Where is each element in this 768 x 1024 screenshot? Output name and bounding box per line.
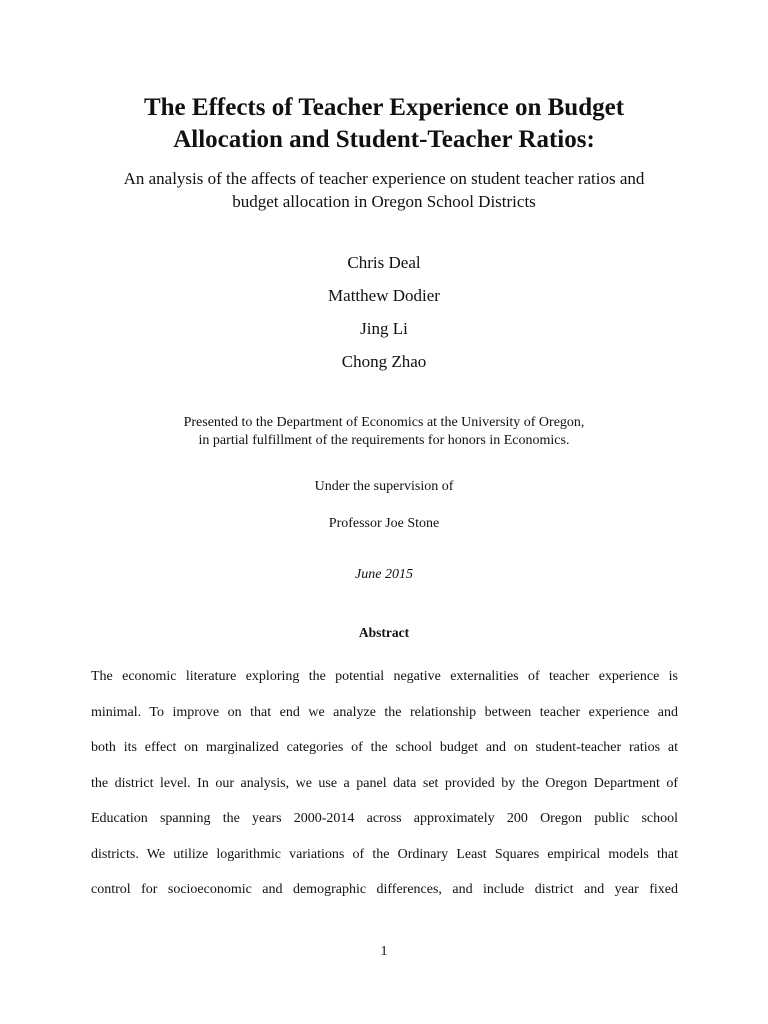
author-name: Chong Zhao — [341, 352, 427, 371]
abstract-line: the district level. In our analysis, we use a panel data set provided by the Oregon Department of — [91, 775, 678, 791]
presentation-line-2: in partial fulfillment of the requirements for honors in Economics. — [198, 433, 570, 448]
author-name: Jing Li — [360, 319, 408, 338]
paper-title-line-1: The Effects of Teacher Experience on Budget — [143, 94, 625, 121]
abstract-body — [91, 667, 678, 916]
author-name: Matthew Dodier — [328, 286, 440, 305]
author-name: Chris Deal — [347, 253, 421, 272]
supervision-block — [0, 478, 768, 533]
supervisor-name: Professor Joe Stone — [328, 516, 440, 531]
abstract-line: both its effect on marginalized categories of the school budget and on student-teacher ratios at — [91, 740, 678, 755]
presentation-statement — [0, 414, 768, 450]
abstract-heading: Abstract — [358, 625, 410, 640]
spacer — [0, 496, 768, 515]
abstract-line: control for socioeconomic and demographic differences, and include district and year fixed — [91, 882, 678, 897]
publication-date: June 2015 — [355, 567, 413, 582]
paper-title — [0, 92, 768, 156]
abstract-line: The economic literature exploring the potential negative externalities of teacher experience is — [91, 669, 678, 684]
page-number: 1 — [380, 944, 388, 959]
abstract-line: minimal. To improve on that end we analyze the relationship between teacher experience and — [91, 704, 678, 720]
paper-subtitle-line-1: An analysis of the affects of teacher experience on student teacher ratios and — [123, 169, 645, 188]
supervision-label: Under the supervision of — [314, 479, 454, 494]
paper-subtitle-line-2: budget allocation in Oregon School Districts — [232, 192, 536, 211]
author-list — [0, 252, 768, 384]
abstract-line: districts. We utilize logarithmic variations of the Ordinary Least Squares empirical models that — [91, 846, 678, 862]
presentation-line-1: Presented to the Department of Economics at the University of Oregon, — [183, 415, 585, 430]
paper-subtitle — [0, 167, 768, 213]
abstract-line: Education spanning the years 2000-2014 across approximately 200 Oregon public school — [91, 811, 678, 826]
paper-title-line-2: Allocation and Student-Teacher Ratios: — [173, 126, 595, 153]
